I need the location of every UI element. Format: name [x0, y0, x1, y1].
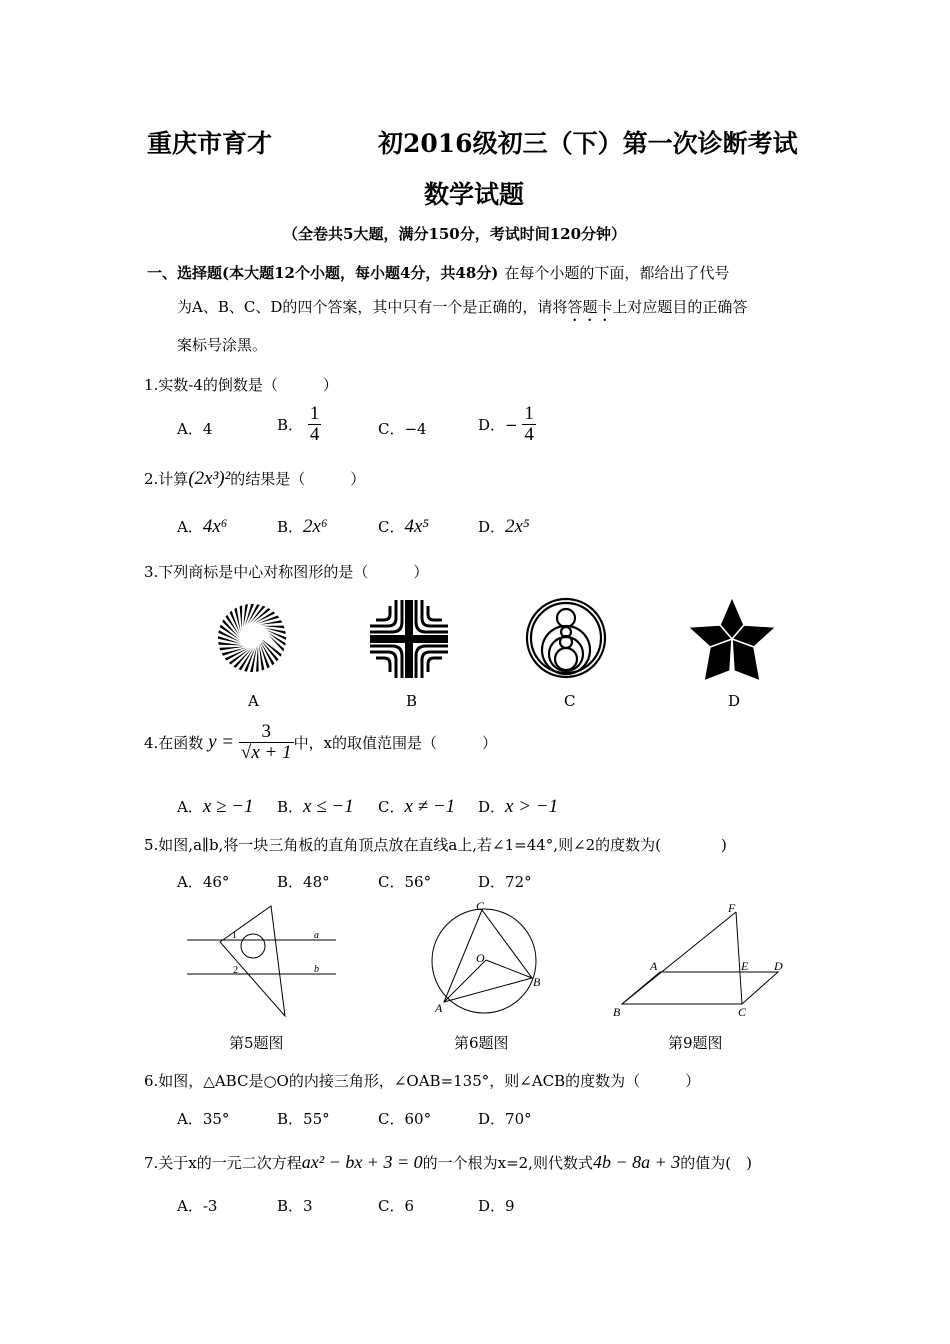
- figure-9-caption: 第9题图: [668, 1034, 723, 1052]
- fig5-label-b: b: [314, 964, 319, 975]
- q4-a-value: x ≥ −1: [202, 796, 254, 817]
- q3-stem: 3.下列商标是中心对称图形的是（ ）: [144, 563, 429, 581]
- q2-a-value: 4x⁶: [202, 516, 228, 537]
- q4-option-b: [277, 796, 354, 818]
- q7-option-b: B．3: [277, 1197, 313, 1215]
- figure-5-diagram: [184, 900, 344, 1020]
- fig9-label-c: C: [738, 1005, 747, 1019]
- section-instruction-2c: 上对应题目的正确答: [612, 298, 748, 316]
- q7-stem: [144, 1152, 752, 1173]
- q4-b-value: x ≤ −1: [303, 796, 354, 817]
- fig5-label-2: 2: [233, 965, 238, 976]
- q1-option-b: [277, 404, 321, 445]
- q6-option-b: B．55°: [277, 1110, 330, 1128]
- q4-option-a: [177, 796, 254, 818]
- q2-option-c: [378, 516, 429, 538]
- fig9-label-d: D: [774, 959, 783, 973]
- logo-label-d: D: [728, 692, 741, 710]
- q2-d-value: 2x⁵: [505, 516, 530, 537]
- fig6-label-o: O: [476, 951, 485, 965]
- q1-option-d: [478, 404, 536, 445]
- q1-option-a: A．4: [177, 420, 213, 438]
- fig9-label-f: F: [728, 901, 736, 915]
- q6-option-a: A．35°: [177, 1110, 230, 1128]
- exam-note: （全卷共5大题，满分150分，考试时间120分钟）: [283, 225, 627, 243]
- q5-stem: 5.如图,a∥b,将一块三角板的直角顶点放在直线a上,若∠1=44°,则∠2的度数为( ): [144, 836, 727, 854]
- q1-b-denominator: 4: [309, 424, 320, 445]
- q4-c-label: C．: [378, 798, 405, 816]
- fig6-label-b: B: [533, 975, 541, 989]
- q4-c-value: x ≠ −1: [404, 796, 456, 817]
- section-instruction-answer-sheet: 答题卡: [567, 298, 613, 316]
- subject-title: 数学试题: [424, 180, 525, 209]
- q7-stem-pre: 7.关于x的一元二次方程: [144, 1154, 302, 1172]
- q1-stem: 1.实数-4的倒数是（ ）: [144, 376, 338, 394]
- q2-c-label: C．: [378, 518, 405, 536]
- figure-6-caption: 第6题图: [454, 1034, 509, 1052]
- school-name: 重庆市育才: [147, 129, 273, 158]
- q2-option-d: [478, 516, 530, 538]
- fig6-label-a: A: [435, 1001, 443, 1015]
- q7-option-d: D．9: [478, 1197, 515, 1215]
- logo-d-star-icon: [686, 595, 778, 683]
- section-instruction-3: 案标号涂黑。: [177, 336, 268, 354]
- q4-d-value: x > −1: [505, 796, 559, 817]
- q5-option-b: B．48°: [277, 873, 330, 891]
- q6-stem: 6.如图，△ABC是○O的内接三角形，∠OAB=135°，则∠ACB的度数为（ ）: [144, 1072, 701, 1090]
- figure-5-caption: 第5题图: [229, 1034, 284, 1052]
- q6-option-d: D．70°: [478, 1110, 532, 1128]
- q2-a-label: A．: [177, 518, 203, 536]
- section-title: 一、选择题(本大题12个小题，每小题4分，共48分): [147, 264, 499, 282]
- q2-stem-post: 的结果是（ ）: [230, 470, 366, 488]
- q7-equation: ax² − bx + 3 = 0: [301, 1152, 423, 1172]
- q2-b-value: 2x⁶: [303, 516, 328, 537]
- q2-option-a: [177, 516, 227, 538]
- q7-expression: 4b − 8a + 3: [592, 1152, 681, 1172]
- q5-option-a: A．46°: [177, 873, 230, 891]
- q4-stem: [144, 722, 497, 763]
- q2-stem: [144, 468, 365, 490]
- q1-d-denominator: 4: [524, 424, 534, 445]
- q4-option-d: [478, 796, 558, 818]
- q1-option-c: C．−4: [378, 420, 427, 438]
- q6-option-c: C．60°: [378, 1110, 432, 1128]
- logo-b-cross-icon: [366, 596, 452, 682]
- logo-c-circles-icon: [524, 596, 608, 680]
- q2-c-value: 4x⁵: [404, 516, 430, 537]
- q2-stem-pre: 2.计算: [144, 470, 189, 488]
- q5-option-d: D．72°: [478, 873, 532, 891]
- q4-b-label: B．: [277, 798, 304, 816]
- q2-d-label: D．: [478, 518, 506, 536]
- figure-6-diagram: [426, 898, 546, 1018]
- q1-d-numerator: 1: [524, 403, 534, 424]
- fig9-label-b: B: [613, 1005, 621, 1019]
- section-instruction-line-2: [177, 296, 747, 325]
- q4-denominator: √x + 1: [240, 742, 292, 763]
- exam-title: 初2016级初三（下）第一次诊断考试: [378, 129, 798, 158]
- section-instruction-2a: 为A、B、C、D的四个答案，其中只有一个是正确的，请将: [177, 298, 568, 316]
- q4-stem-post: 中，x的取值范围是（ ）: [293, 734, 498, 752]
- q4-stem-pre: 4.在函数: [144, 734, 204, 752]
- logo-label-a: A: [248, 692, 259, 710]
- fig5-label-1: 1: [232, 930, 237, 941]
- q2-expression: (2x³)²: [188, 468, 231, 489]
- q4-a-label: A．: [177, 798, 203, 816]
- q2-b-label: B．: [277, 518, 304, 536]
- section-instruction-1: 在每个小题的下面，都给出了代号: [504, 264, 730, 282]
- q1-option-d-label: D．−: [478, 416, 518, 434]
- logo-a-spiral-icon: [216, 602, 288, 674]
- logo-label-b: B: [406, 692, 418, 710]
- fig6-label-c: C: [476, 899, 485, 913]
- q4-option-c: [378, 796, 455, 818]
- q4-numerator: 3: [239, 722, 294, 743]
- q4-y: y =: [208, 731, 235, 753]
- fig9-label-e: E: [741, 959, 749, 973]
- section-title-line: [147, 262, 729, 283]
- logo-label-c: C: [564, 692, 576, 710]
- q7-option-a: A．-3: [177, 1197, 218, 1215]
- q7-stem-post: 的值为( ): [680, 1154, 752, 1172]
- q1-fraction-b: [308, 404, 322, 445]
- q1-option-b-label: B．: [277, 416, 304, 434]
- figure-9-diagram: [610, 898, 790, 1022]
- q4-d-label: D．: [478, 798, 506, 816]
- fig9-label-a: A: [650, 959, 658, 973]
- q1-b-numerator: 1: [309, 403, 320, 424]
- q4-fraction: [239, 722, 294, 763]
- q2-option-b: [277, 516, 328, 538]
- fig5-label-a: a: [314, 930, 319, 941]
- q5-option-c: C．56°: [378, 873, 432, 891]
- q7-stem-mid: 的一个根为x=2,则代数式: [422, 1154, 593, 1172]
- q7-option-c: C．6: [378, 1197, 415, 1215]
- q1-fraction-d: [522, 404, 536, 445]
